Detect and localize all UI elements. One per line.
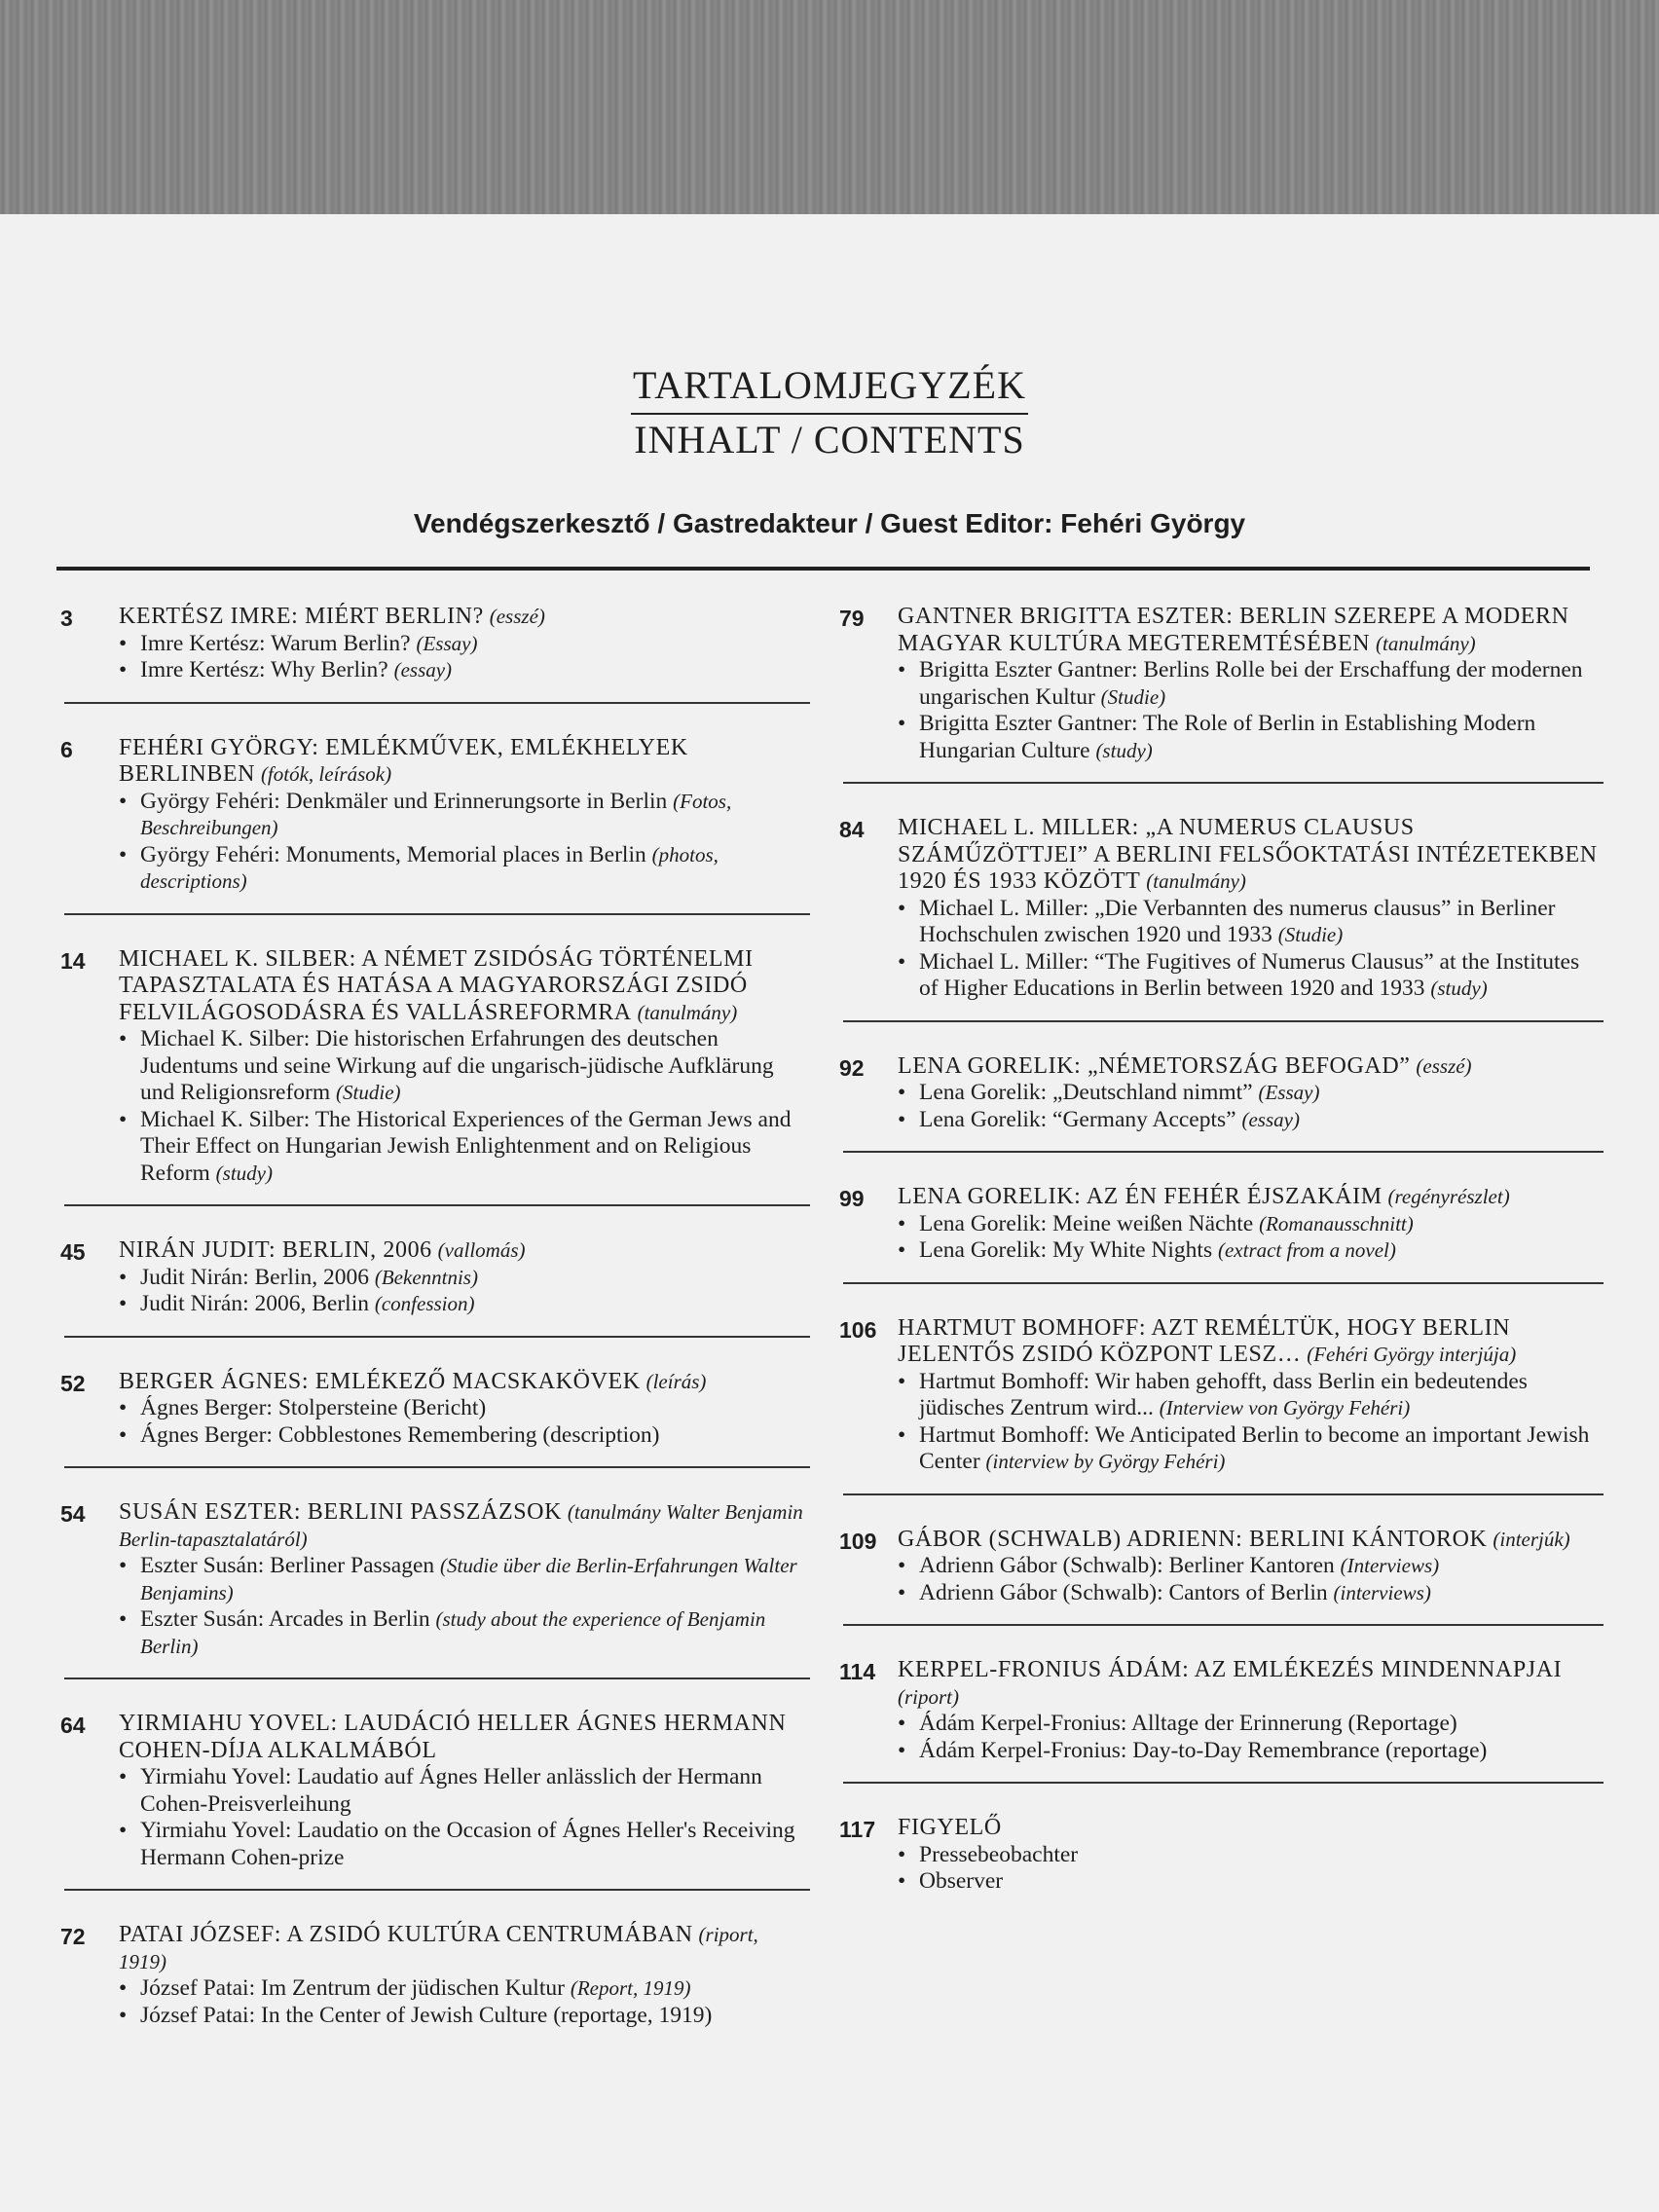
entry-title: HARTMUT BOMHOFF: AZT REMÉLTÜK, HOGY BERLIN JELENTŐS ZSIDÓ KÖZPONT LESZ… bbox=[898, 1314, 1511, 1367]
toc-entry bbox=[839, 1184, 1604, 1265]
entry-divider bbox=[843, 1624, 1604, 1626]
entry-title: FEHÉRI GYÖRGY: EMLÉKMŰVEK, EMLÉKHELYEK BERLINBEN bbox=[119, 734, 688, 787]
translation-text: Brigitta Eszter Gantner: Berlins Rolle bei der Erschaffung der modernen ungarischen Kultur bbox=[919, 657, 1583, 710]
translation-note: (Bekenntnis) bbox=[374, 1265, 478, 1289]
entry-divider bbox=[64, 1336, 810, 1338]
page-number: 52 bbox=[60, 1370, 86, 1396]
entry-genre: (esszé) bbox=[489, 605, 545, 628]
translation-text: Imre Kertész: Warum Berlin? bbox=[140, 630, 411, 656]
translation-item bbox=[898, 711, 1604, 764]
entry-genre: (riport, 1919) bbox=[119, 1923, 758, 1973]
translation-text: Hartmut Bomhoff: Wir haben gehofft, dass Berlin ein bedeutendes jüdisches Zentrum wird... bbox=[919, 1368, 1528, 1420]
translation-text: Imre Kertész: Why Berlin? bbox=[140, 657, 388, 682]
translation-item bbox=[119, 657, 810, 684]
translation-text: György Fehéri: Denkmäler und Erinnerungsorte in Berlin bbox=[140, 788, 668, 814]
entry-divider bbox=[843, 782, 1604, 784]
translation-item bbox=[119, 1395, 810, 1422]
translation-text: Judit Nirán: Berlin, 2006 bbox=[140, 1264, 369, 1290]
translation-text: Eszter Susán: Arcades in Berlin bbox=[140, 1606, 430, 1632]
page-number: 84 bbox=[839, 817, 865, 842]
translation-item bbox=[898, 949, 1604, 1003]
translation-item bbox=[898, 1842, 1604, 1869]
translation-note: (study) bbox=[1430, 977, 1488, 1000]
entry-divider bbox=[64, 1677, 810, 1679]
translation-text: Michael L. Miller: “The Fugitives of Numerus Clausus” at the Institutes of Higher Educations in Berlin between 1920 and 1933 bbox=[919, 948, 1580, 1001]
entry-title: KERTÉSZ IMRE: MIÉRT BERLIN? bbox=[119, 604, 484, 629]
entry-divider bbox=[64, 1204, 810, 1206]
entry-divider bbox=[843, 1782, 1604, 1784]
translation-note: (study about the experience of Benjamin Berlin) bbox=[140, 1607, 766, 1658]
toc-entry bbox=[60, 1237, 810, 1318]
toc-entry bbox=[60, 946, 810, 1188]
entry-title: YIRMIAHU YOVEL: LAUDÁCIÓ HELLER ÁGNES HERMANN COHEN-DÍJA ALKALMÁBÓL bbox=[119, 1711, 787, 1763]
toc-entry bbox=[839, 1527, 1604, 1607]
entry-divider bbox=[64, 702, 810, 704]
translation-note: (Studie) bbox=[336, 1081, 401, 1104]
translation-item bbox=[898, 1553, 1604, 1580]
translation-item bbox=[898, 1580, 1604, 1607]
translation-note: (Romanausschnitt) bbox=[1259, 1211, 1414, 1235]
entry-title: KERPEL-FRONIUS ÁDÁM: AZ EMLÉKEZÉS MINDENNAPJAI bbox=[898, 1657, 1563, 1682]
entry-heading bbox=[898, 1315, 1604, 1369]
translation-item bbox=[898, 1711, 1604, 1738]
page-number: 106 bbox=[839, 1316, 877, 1343]
entry-heading bbox=[898, 1527, 1604, 1554]
entry-genre: (Fehéri György interjúja) bbox=[1307, 1343, 1517, 1366]
translation-text: Yirmiahu Yovel: Laudatio on the Occasion of Ágnes Heller's Receiving Hermann Cohen-prize bbox=[140, 1818, 795, 1870]
page-number: 117 bbox=[839, 1817, 876, 1842]
translation-note: (study) bbox=[215, 1161, 273, 1185]
entry-divider bbox=[64, 1889, 810, 1891]
toc-entry bbox=[60, 1711, 810, 1871]
entry-divider bbox=[843, 1020, 1604, 1022]
entry-heading bbox=[898, 1184, 1604, 1211]
translation-text: Michael L. Miller: „Die Verbannten des numerus clausus” in Berliner Hochschulen zwischen 1920 und 1933 bbox=[919, 895, 1556, 947]
toc-entry bbox=[60, 1499, 810, 1660]
entry-genre: (tanulmány Walter Benjamin Berlin-tapasztalatáról) bbox=[119, 1500, 803, 1551]
toc-entry bbox=[839, 604, 1604, 764]
translation-text: Yirmiahu Yovel: Laudatio auf Ágnes Heller anlässlich der Hermann Cohen-Preisverleihung bbox=[140, 1764, 762, 1817]
translation-note: (Report, 1919) bbox=[570, 1976, 691, 2000]
entry-genre: (regényrészlet) bbox=[1387, 1185, 1510, 1208]
entry-genre: (riport) bbox=[898, 1684, 959, 1709]
translation-item bbox=[119, 2003, 810, 2030]
translation-note: (interview by György Fehéri) bbox=[985, 1450, 1226, 1473]
entry-heading bbox=[119, 604, 810, 631]
translation-note: (extract from a novel) bbox=[1217, 1238, 1396, 1262]
entry-genre: (leírás) bbox=[645, 1369, 707, 1393]
translation-item bbox=[119, 1606, 810, 1660]
translation-item bbox=[898, 1237, 1604, 1265]
page-number: 99 bbox=[839, 1186, 865, 1211]
translation-text: Brigitta Eszter Gantner: The Role of Berlin in Establishing Modern Hungarian Culture bbox=[919, 711, 1536, 763]
page-number: 64 bbox=[60, 1713, 86, 1738]
translation-note: (essay) bbox=[1241, 1107, 1300, 1131]
entry-divider bbox=[843, 1151, 1604, 1153]
translation-item bbox=[898, 1738, 1604, 1765]
translation-text: Observer bbox=[919, 1868, 1004, 1894]
translation-item bbox=[119, 842, 810, 896]
translation-text: Eszter Susán: Berliner Passagen bbox=[140, 1553, 435, 1578]
translation-note: (Studie über die Berlin-Erfahrungen Walter Benjamins) bbox=[140, 1554, 797, 1604]
entry-heading bbox=[898, 815, 1604, 896]
entry-heading bbox=[898, 1657, 1604, 1711]
toc-entry bbox=[839, 1815, 1604, 1896]
background-surface bbox=[0, 0, 1659, 224]
translation-note: (photos, descriptions) bbox=[140, 842, 719, 893]
toc-entry bbox=[60, 1369, 810, 1450]
translation-item bbox=[119, 631, 810, 658]
entry-genre: (tanulmány) bbox=[637, 1000, 738, 1024]
translation-text: Michael K. Silber: Die historischen Erfahrungen des deutschen Judentums und seine Wirkung auf die ungarisch-jüdische Aufklärung und Religionsreform bbox=[140, 1026, 774, 1105]
translation-text: Judit Nirán: 2006, Berlin bbox=[140, 1291, 369, 1316]
translation-text: Ágnes Berger: Cobblestones Remembering (description) bbox=[140, 1421, 660, 1448]
entry-heading bbox=[898, 604, 1604, 657]
translation-item bbox=[119, 1291, 810, 1318]
toc-entry bbox=[60, 735, 810, 896]
entry-heading bbox=[119, 1369, 810, 1396]
page-number: 114 bbox=[839, 1659, 876, 1684]
entry-genre: (fotók, leírások) bbox=[260, 762, 392, 786]
entry-divider bbox=[64, 913, 810, 915]
translation-item bbox=[898, 1369, 1604, 1422]
translation-item bbox=[898, 1211, 1604, 1238]
translation-text: Ágnes Berger: Stolpersteine (Bericht) bbox=[140, 1395, 487, 1420]
entry-heading bbox=[119, 1711, 810, 1764]
entry-divider bbox=[64, 1466, 810, 1468]
translation-text: Lena Gorelik: “Germany Accepts” bbox=[919, 1106, 1236, 1132]
page-number: 14 bbox=[60, 947, 86, 974]
translation-item bbox=[119, 1422, 810, 1450]
page-number: 6 bbox=[60, 736, 73, 762]
translation-note: (Essay) bbox=[1258, 1081, 1320, 1104]
entry-title: LENA GORELIK: „NÉMETORSZÁG BEFOGAD” bbox=[898, 1052, 1411, 1079]
page-number: 3 bbox=[60, 606, 73, 631]
page-number: 45 bbox=[60, 1239, 86, 1265]
translation-item bbox=[898, 1422, 1604, 1476]
toc-entry bbox=[839, 1657, 1604, 1764]
translation-item bbox=[119, 1107, 810, 1188]
page-number: 92 bbox=[839, 1054, 865, 1081]
translation-item bbox=[119, 1818, 810, 1871]
toc-entry bbox=[60, 1922, 810, 2029]
translation-item bbox=[898, 1080, 1604, 1107]
translation-note: (Interview von György Fehéri) bbox=[1159, 1396, 1411, 1419]
translation-text: Ádám Kerpel-Fronius: Alltage der Erinnerung (Reportage) bbox=[919, 1711, 1457, 1736]
translation-note: (interviews) bbox=[1333, 1580, 1431, 1604]
toc-entry bbox=[60, 604, 810, 684]
translation-note: (Studie) bbox=[1100, 684, 1166, 709]
entry-title: GÁBOR (SCHWALB) ADRIENN: BERLINI KÁNTOROK bbox=[898, 1526, 1488, 1552]
entry-genre: (esszé) bbox=[1416, 1053, 1472, 1078]
entry-genre: (tanulmány) bbox=[1376, 631, 1476, 655]
translation-text: Ádám Kerpel-Fronius: Day-to-Day Remembrance (reportage) bbox=[919, 1737, 1488, 1763]
entry-title: MICHAEL K. SILBER: A NÉMET ZSIDÓSÁG TÖRTÉNELMI TAPASZTALATA ÉS HATÁSA A MAGYARORSZÁGI ZSIDÓ FELVILÁGOSODÁSRA ÉS VALLÁSREFORMRA bbox=[119, 945, 754, 1025]
translation-item bbox=[119, 1265, 810, 1292]
page-header bbox=[0, 360, 1659, 465]
translation-note: (essay) bbox=[393, 658, 453, 682]
header-divider bbox=[56, 567, 1590, 571]
entry-heading bbox=[119, 1499, 810, 1553]
toc-entry bbox=[839, 1315, 1604, 1476]
translation-text: Pressebeobachter bbox=[919, 1841, 1079, 1867]
translation-note: (Interviews) bbox=[1340, 1554, 1440, 1577]
translation-text: Adrienn Gábor (Schwalb): Cantors of Berlin bbox=[919, 1579, 1328, 1605]
translation-text: Lena Gorelik: My White Nights bbox=[919, 1237, 1213, 1263]
entry-heading bbox=[119, 946, 810, 1027]
page-number: 109 bbox=[839, 1528, 877, 1554]
translation-text: Michael K. Silber: The Historical Experiences of the German Jews and Their Effect on Hungarian Jewish Enlightenment and on Religious Reform bbox=[140, 1106, 792, 1186]
entry-divider bbox=[843, 1282, 1604, 1284]
translation-item bbox=[898, 657, 1604, 711]
entry-genre: (vallomás) bbox=[437, 1238, 526, 1262]
translation-text: Adrienn Gábor (Schwalb): Berliner Kantoren bbox=[919, 1553, 1335, 1578]
toc-entry bbox=[839, 815, 1604, 1003]
entry-heading bbox=[898, 1815, 1604, 1842]
toc-entry bbox=[839, 1053, 1604, 1134]
translation-text: György Fehéri: Monuments, Memorial places in Berlin bbox=[140, 841, 646, 867]
translation-text: Hartmut Bomhoff: We Anticipated Berlin to become an important Jewish Center bbox=[919, 1421, 1590, 1474]
entry-heading bbox=[119, 1922, 810, 1975]
page-subtitle: INHALT / CONTENTS bbox=[634, 418, 1025, 461]
translation-item bbox=[119, 1975, 810, 2003]
translation-text: Lena Gorelik: Meine weißen Nächte bbox=[919, 1210, 1254, 1236]
page-number: 79 bbox=[839, 606, 865, 631]
entry-heading bbox=[119, 1237, 810, 1265]
entry-title: PATAI JÓZSEF: A ZSIDÓ KULTÚRA CENTRUMÁBAN bbox=[119, 1922, 693, 1947]
translation-note: (study) bbox=[1095, 738, 1153, 762]
entry-title: GANTNER BRIGITTA ESZTER: BERLIN SZEREPE A MODERN MAGYAR KULTÚRA MEGTEREMTÉSÉBEN bbox=[898, 604, 1569, 656]
translation-note: (Essay) bbox=[416, 631, 478, 655]
translation-item bbox=[119, 789, 810, 842]
translation-item bbox=[898, 896, 1604, 949]
page-number: 54 bbox=[60, 1501, 86, 1527]
translation-text: Lena Gorelik: „Deutschland nimmt” bbox=[919, 1080, 1253, 1105]
entry-title: LENA GORELIK: AZ ÉN FEHÉR ÉJSZAKÁIM bbox=[898, 1184, 1382, 1209]
translation-text: József Patai: In the Center of Jewish Culture (reportage, 1919) bbox=[140, 2002, 713, 2028]
translation-note: (Fotos, Beschreibungen) bbox=[140, 789, 732, 839]
entry-heading bbox=[898, 1053, 1604, 1081]
entry-title: NIRÁN JUDIT: BERLIN, 2006 bbox=[119, 1237, 432, 1263]
translation-item bbox=[898, 1107, 1604, 1134]
entry-title: MICHAEL L. MILLER: „A NUMERUS CLAUSUS SZÁMŰZÖTTJEI” A BERLINI FELSŐOKTATÁSI INTÉZETEKBEN 1920 ÉS 1933 KÖZÖTT bbox=[898, 815, 1598, 894]
translation-note: (Studie) bbox=[1277, 923, 1344, 946]
translation-item bbox=[119, 1553, 810, 1606]
page-number: 72 bbox=[60, 1924, 86, 1949]
entry-genre: (interjúk) bbox=[1493, 1527, 1570, 1551]
contents-page bbox=[0, 214, 1659, 2212]
translation-item bbox=[119, 1764, 810, 1818]
entry-heading bbox=[119, 735, 810, 789]
entry-genre: (tanulmány) bbox=[1146, 869, 1246, 893]
translation-item bbox=[898, 1868, 1604, 1896]
translation-note: (confession) bbox=[374, 1292, 475, 1315]
left-column bbox=[60, 604, 810, 2029]
entry-title: SUSÁN ESZTER: BERLINI PASSZÁZSOK bbox=[119, 1499, 563, 1525]
translation-item bbox=[119, 1026, 810, 1107]
guest-editor-line: Vendégszerkesztő / Gastredakteur / Guest Editor: Fehéri György bbox=[413, 508, 1246, 538]
translation-text: József Patai: Im Zentrum der jüdischen Kultur bbox=[140, 1975, 565, 2001]
page-title: TARTALOMJEGYZÉK bbox=[631, 360, 1028, 415]
entry-title: FIGYELŐ bbox=[898, 1815, 1002, 1840]
right-column bbox=[839, 604, 1604, 1896]
entry-divider bbox=[843, 1493, 1604, 1495]
entry-title: BERGER ÁGNES: EMLÉKEZŐ MACSKAKÖVEK bbox=[119, 1368, 641, 1394]
